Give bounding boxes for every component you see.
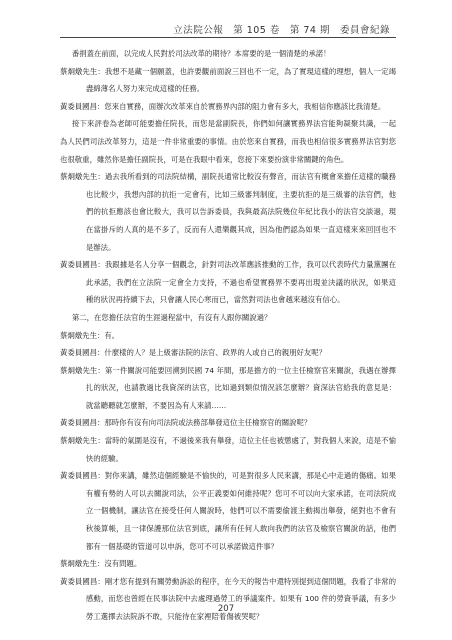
speaker-label: 黃委員國昌： [60, 348, 105, 358]
transcript-paragraph [60, 63, 396, 98]
speaker-label: 蔡炯燉先生： [60, 66, 105, 76]
speaker-label: 黃委員國昌： [60, 260, 105, 270]
paragraph-text: 過去我所看到的司法院結構，副院長通常比較沒有聲音，而法官有概會來擔任這樣的職務也比較少，我想內部的抗拒一定會有，比如三級審判制度，主要抗拒的是三級審的法官們，他們的抗拒應該也會比較大，我可以告訴委員，我與最高法院幾位年紀比我小的法官交談過，現在當掛斥的人真的是不多了，反而有人還樂觀其成，因為他們認為如果一直這樣來來回回也不是辦法。 [85, 172, 396, 252]
transcript-paragraph [60, 432, 396, 467]
transcript-paragraph [60, 344, 396, 362]
transcript-paragraph [60, 327, 396, 345]
paragraph-text: 我想不是藏一個願蓋，也許要觀前面說三回也不一定，為了實現這樣的理想，個人一定竭盡綿薄名人努力來完成這樣的任務。 [85, 66, 396, 94]
transcript-paragraph [60, 362, 396, 415]
transcript-paragraph [60, 467, 396, 555]
paragraph-text: 什麼樣的人？是上級審法院的法官、政界的人或自己的親朋好友呢？ [104, 348, 327, 358]
page-number: 207 [217, 604, 235, 614]
speaker-label: 蔡炯燉先生： [60, 436, 105, 446]
transcript-paragraph [60, 98, 396, 116]
paragraph-text: 有。 [104, 330, 120, 340]
transcript-paragraph [60, 555, 396, 573]
speaker-label: 黃委員國昌： [60, 576, 105, 586]
speaker-label: 蔡炯燉先生： [60, 365, 105, 375]
speaker-label: 黃委員國昌： [60, 418, 105, 428]
transcript-paragraph [60, 45, 396, 63]
paragraph-text: 您來自實務，面辦次改革來自於實務界內部的阻力會有多大，我相信你應該比我清楚。 [104, 101, 386, 111]
transcript-paragraph [60, 168, 396, 256]
speaker-label: 蔡炯燉先生： [60, 559, 105, 569]
paragraph-text: 剛才您有提到有關勞動訴訟的程序，在今天的報告中還特別提到這個問題，我看了非常的感動，而您也曾經在民事法院中去處理過勞工的爭議案件。如果有 100 件的勞資爭議，有多少勞工選擇去法院訴不敢，只能待在家裡陪着傷被哭呢？ [85, 576, 396, 621]
paragraph-text: 沒有問題。 [104, 559, 142, 569]
paragraph-text: 接下來評卷為老師可能要擔任院長，而您是當副院長，你們如何讓實務界法官能夠凝聚共識，一起為人民們司法改革努力，這是一件非常重要的事情。由於您來自實務，而我也相信很多實務界法官對您也很敬重，雖然你是擔任副院長，可是在我眼中看來，您接下來要扮演非常關鍵的角色。 [60, 119, 396, 164]
speaker-label: 黃委員國昌： [60, 101, 105, 111]
paragraph-text: 那時你有沒有向司法院或法務部舉發這位主任檢察官的關說呢？ [104, 418, 312, 428]
transcript-paragraph [60, 414, 396, 432]
paragraph-text: 第一件關說可能要回溯到民國 74 年間，那是擔方的一位主任檢察官來關說，我遇在辦擇扎的狀況，也請教過比我資深的法官，比如過到類似情況該怎麼辦？資深法官給我的意見是：就當聽聽就怎麼辦，不要因為有人來請…… [85, 365, 396, 410]
transcript-paragraph [60, 256, 396, 309]
speaker-label: 蔡炯燉先生： [60, 330, 105, 340]
speaker-label: 蔡炯燉先生： [60, 172, 105, 182]
paragraph-text: 當時的氣圍是沒有，不過後來我有舉發，這位主任也被懲處了，對我個人來說，這是不愉快的經驗。 [85, 436, 396, 463]
speaker-label: 黃委員國昌： [60, 471, 105, 481]
transcript-body [60, 45, 396, 626]
paragraph-text: 我跟據是名人分享一個觀念，針對司法改革應該推動的工作，我可以代表時代力量黨團在此承諾，我們在立法院一定會全力支持，不過也希望實務界不要再出現並決議的狀況，如果這種的狀況再持續下去，只會讓人民心寒而已，當然對司法也會越來越沒有信心。 [85, 260, 396, 305]
paragraph-text: 對你來講，雖然這個經驗是不愉快的，可是對很多人民來講，那是心中走過的傷痛。如果有權有勢的人可以去關說司法，公平正義要如何維持呢？您可不可以向大家承諾，在司法院成立一個機制，讓法官在接受任何人關說時，他們可以不需要偷渡主動揭出舉發，絕對也不會有秋後算帳，且一律保護那位法官到底，讓所有任何人敢向我們的法官及檢察官關說的話，他們都有一個基礎的管道可以申訴，您可不可以承諾做這件事？ [85, 471, 396, 551]
transcript-paragraph [60, 115, 396, 168]
header-divider [60, 37, 396, 38]
paragraph-text: 第二，在您擔任法官的生涯過程當中，有沒有人跟你關說過？ [71, 312, 272, 322]
gazette-header: 立法院公報 第 105 卷 第 74 期 委員會紀錄 [173, 25, 390, 36]
transcript-paragraph [60, 309, 396, 327]
paragraph-text: 番捐蓋在前面，以完成人民對於司法改革的期待？本席要的是一個清楚的承諾！ [71, 49, 331, 58]
transcript-paragraph [60, 573, 396, 626]
